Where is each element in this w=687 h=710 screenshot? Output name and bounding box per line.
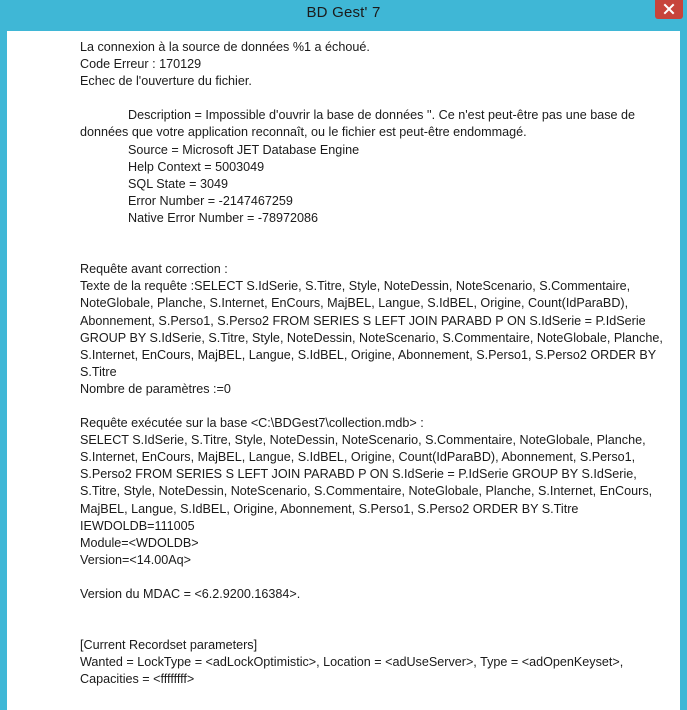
query-executed-title: Requête exécutée sur la base <C:\BDGest7\collection.mdb> : xyxy=(80,416,424,431)
help-context-text: Help Context = 5003049 xyxy=(128,159,265,174)
title-bar[interactable] xyxy=(0,0,687,30)
iewdoldb-text: IEWDOLDB=111005 xyxy=(80,518,195,533)
close-button[interactable] xyxy=(655,0,683,19)
recordset-title: [Current Recordset parameters] xyxy=(80,638,258,653)
native-error-text: Native Error Number = -78972086 xyxy=(128,210,319,225)
error-number-text: Error Number = -2147467259 xyxy=(128,193,293,208)
description-text: Description = Impossible d'ouvrir la base de données ''. Ce n'est peut-être pas une base de données que votre application reconnaît, ou le fichier est peut-être endommagé. xyxy=(80,108,636,140)
connection-failed-text: La connexion à la source de données %1 a échoué. xyxy=(80,40,370,54)
param-count-text: Nombre de paramètres :=0 xyxy=(80,381,231,396)
wanted-text: Wanted = LockType = <adLockOptimistic>, Location = <adUseServer>, Type = <adOpenKeyset>, xyxy=(80,655,624,670)
open-file-failed-text: Echec de l'ouverture du fichier. xyxy=(80,74,252,89)
version-text: Version=<14.00Aq> xyxy=(80,552,191,567)
window-title: BD Gest' 7 xyxy=(306,4,381,21)
message-area xyxy=(7,31,680,710)
sql-state-text: SQL State = 3049 xyxy=(128,176,229,191)
mdac-version-text: Version du MDAC = <6.2.9200.16384>. xyxy=(80,587,301,601)
query-before-text: Texte de la requête :SELECT S.IdSerie, S.Titre, Style, NoteDessin, NoteScenario, S.Commentaire, NoteGlobale, Planche, S.Internet, EnCours, MajBEL, Langue, S.IdBEL, Origine, Count(IdParaBD), Abonnement, S.Perso1, S.Perso2 FROM SERIES S LEFT JOIN PARABD P ON S.IdSerie = P.IdSerie GROUP BY S.IdSerie, S.Titre, Style, NoteDessin, NoteScenario, S.Commentaire, NoteGlobale, Planche, S.Internet, EnCours, MajBEL, Langue, S.IdBEL, Origine, Abonnement, S.Perso1, S.Perso2 ORDER BY S.Titre xyxy=(80,279,663,379)
query-before-title: Requête avant correction : xyxy=(80,262,228,277)
error-code-text: Code Erreur : 170129 xyxy=(80,57,202,72)
source-text: Source = Microsoft JET Database Engine xyxy=(128,142,360,157)
error-message xyxy=(80,39,670,689)
query-executed-text: SELECT S.IdSerie, S.Titre, Style, NoteDessin, NoteScenario, S.Commentaire, NoteGlobale, Planche, S.Internet, EnCours, MajBEL, Langue, S.IdBEL, Origine, Count(IdParaBD), Abonnement, S.Perso1, S.Perso2 FROM SERIES S LEFT JOIN PARABD P ON S.IdSerie = P.IdSerie GROUP BY S.IdSerie, S.Titre, Style, NoteDessin, NoteScenario, S.Commentaire, NoteGlobale, Planche, S.Internet, EnCours, MajBEL, Langue, S.IdBEL, Origine, Abonnement, S.Perso1, S.Perso2 ORDER BY S.Titre xyxy=(80,433,653,516)
capacities-text: Capacities = <ffffffff> xyxy=(80,672,195,687)
module-text: Module=<WDOLDB> xyxy=(80,535,199,550)
close-icon xyxy=(663,3,675,15)
